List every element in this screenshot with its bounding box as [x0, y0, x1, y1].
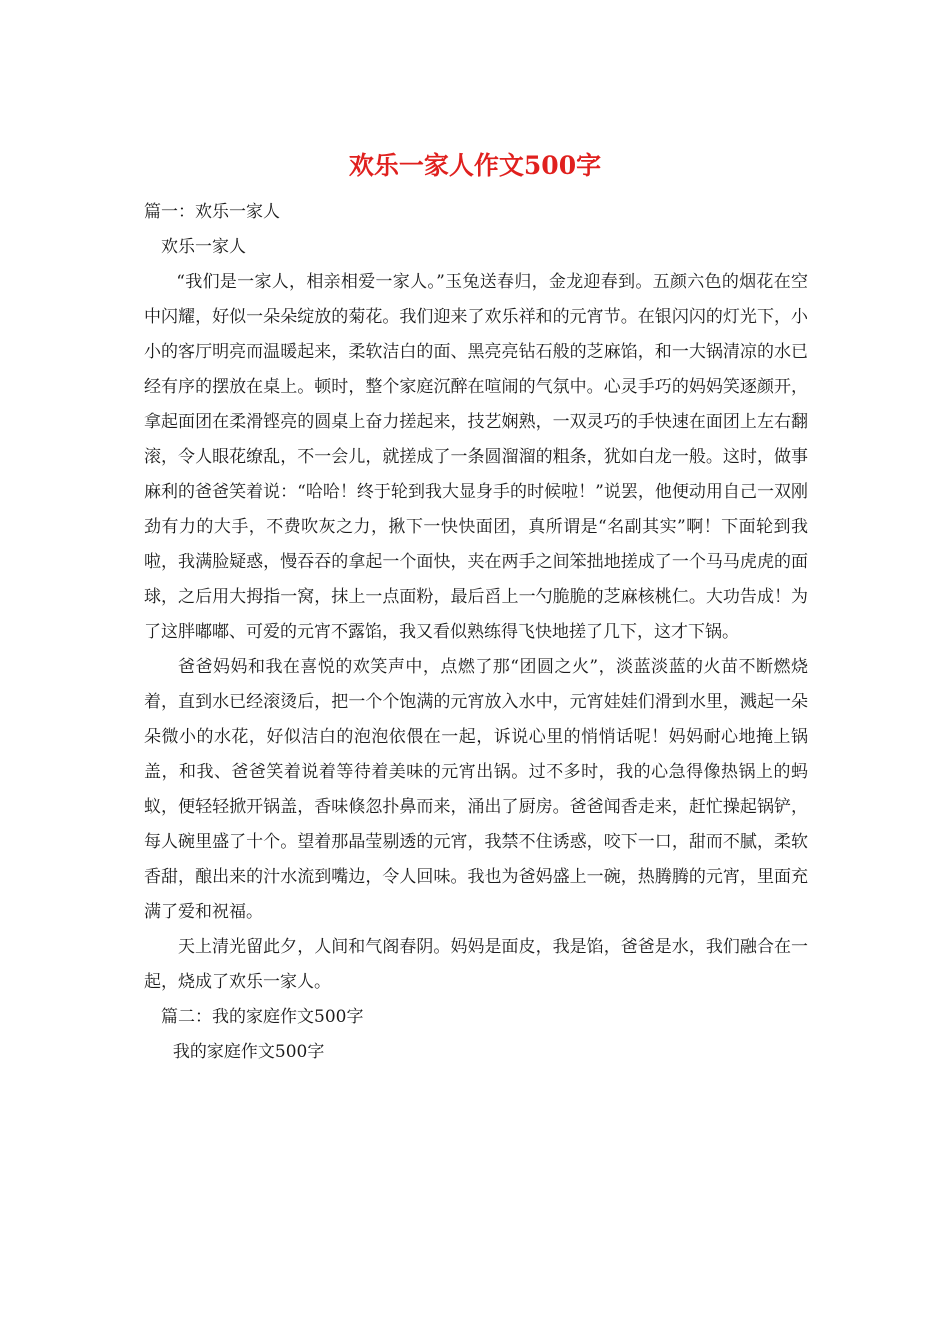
- body-paragraph: 天上清光留此夕，人间和气阁春阴。妈妈是面皮，我是馅，爸爸是水，我们融合在一起，烧成了欢乐一家人。: [144, 937, 808, 992]
- section-subheading: 欢乐一家人: [161, 237, 246, 257]
- section-heading: 篇二：我的家庭作文500字: [161, 1007, 364, 1027]
- body-paragraph: “我们是一家人，相亲相爱一家人。”玉兔送春归，金龙迎春到。五颜六色的烟花在空中闪耀，好似一朵朵绽放的菊花。我们迎来了欢乐祥和的元宵节。在银闪闪的灯光下，小小的客厅明亮而温暖起来，柔软洁白的面、黑亮亮钻石般的芝麻馅，和一大锅清凉的水已经有序的摆放在桌上。顿时，整个家庭沉醉在喧闹的气氛中。心灵手巧的妈妈笑逐颜开，拿起面团在柔滑铿亮的圆桌上奋力搓起来，技艺娴熟，一双灵巧的手快速在面团上左右翻滚，令人眼花缭乱，不一会儿，就搓成了一条圆溜溜的粗条，犹如白龙一般。这时，做事麻利的爸爸笑着说：“哈哈！终于轮到我大显身手的时候啦！”说罢，他便动用自己一双刚劲有力的大手，不费吹灰之力，揪下一快快面团，真所谓是“名副其实”啊！下面轮到我啦，我满脸疑惑，慢吞吞的拿起一个面快，夹在两手之间笨拙地搓成了一个马马虎虎的面球，之后用大拇指一窝，抹上一点面粉，最后舀上一勺脆脆的芝麻核桃仁。大功告成！为了这胖嘟嘟、可爱的元宵不露馅，我又看似熟练得飞快地搓了几下，这才下锅。: [144, 272, 808, 642]
- section-heading: 篇一：欢乐一家人: [144, 202, 280, 222]
- body-paragraph: 爸爸妈妈和我在喜悦的欢笑声中，点燃了那“团圆之火”，淡蓝淡蓝的火苗不断燃烧着，直到水已经滚烫后，把一个个饱满的元宵放入水中，元宵娃娃们滑到水里，溅起一朵朵微小的水花，好似洁白的泡泡依偎在一起，诉说心里的悄悄话呢！妈妈耐心地掩上锅盖，和我、爸爸笑着说着等待着美味的元宵出锅。过不多时，我的心急得像热锅上的蚂蚁，便轻轻掀开锅盖，香味倏忽扑鼻而来，涌出了厨房。爸爸闻香走来，赶忙操起锅铲，每人碗里盛了十个。望着那晶莹剔透的元宵，我禁不住诱惑，咬下一口，甜而不腻，柔软香甜，酿出来的汁水流到嘴边，令人回味。我也为爸妈盛上一碗，热腾腾的元宵，里面充满了爱和祝福。: [144, 657, 808, 922]
- document-body: [144, 195, 808, 1070]
- section-subheading: 我的家庭作文500字: [172, 1042, 325, 1062]
- document-title: 欢乐一家人作文500字: [348, 151, 602, 180]
